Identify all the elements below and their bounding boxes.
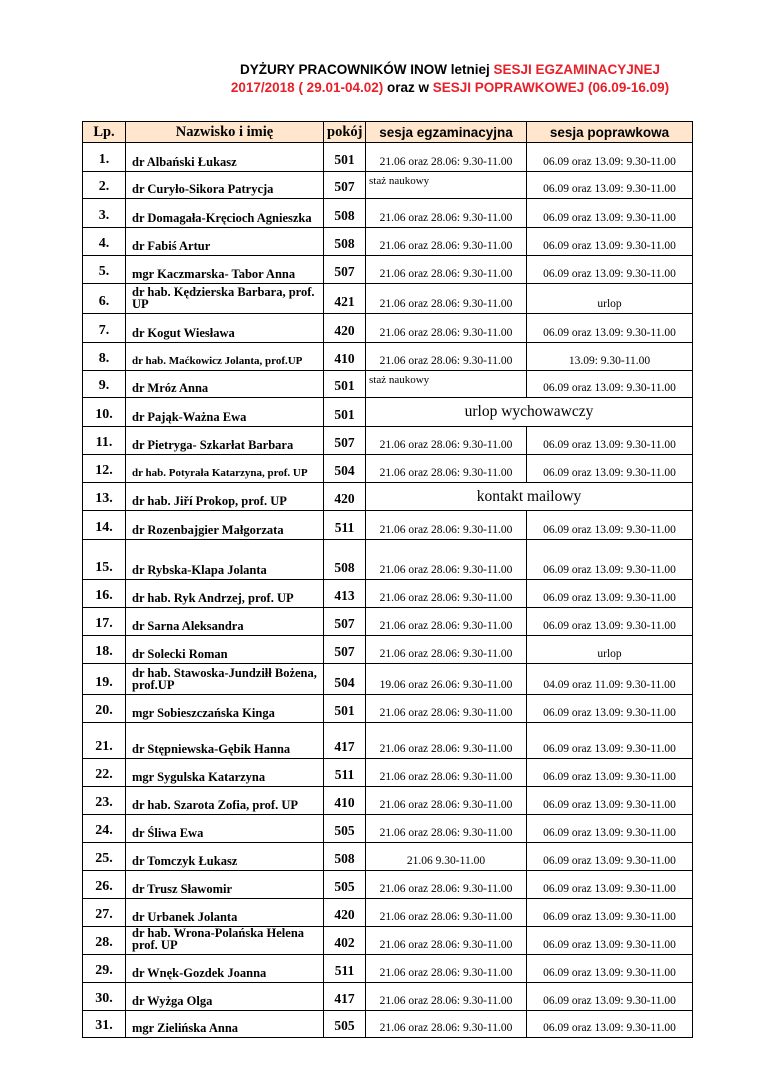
header-lp: Lp. (83, 122, 126, 143)
row-number: 24. (83, 815, 126, 843)
table-row (83, 787, 693, 815)
person-name: dr Rozenbajgier Małgorzata (126, 511, 324, 540)
table-row (83, 695, 693, 723)
resit-session-hours: 06.09 oraz 13.09: 9.30-11.00 (527, 143, 693, 172)
room-number: 507 (324, 172, 366, 199)
exam-session-hours: 21.06 oraz 28.06: 9.30-11.00 (366, 608, 527, 636)
table-row (83, 955, 693, 983)
resit-session-hours: 06.09 oraz 13.09: 9.30-11.00 (527, 427, 693, 455)
row-number: 23. (83, 787, 126, 815)
room-number: 505 (324, 815, 366, 843)
title-line-2-black: oraz w (383, 80, 433, 95)
title-line-1-black: DYŻURY PRACOWNIKÓW INOW letniej (239, 62, 494, 77)
exam-session-hours: 19.06 oraz 26.06: 9.30-11.00 (366, 664, 527, 695)
person-name: mgr Zielińska Anna (126, 1011, 324, 1038)
row-number: 5. (83, 256, 126, 284)
person-name: dr Albański Łukasz (126, 143, 324, 172)
row-number: 14. (83, 511, 126, 540)
person-name: dr Wyżga Olga (126, 983, 324, 1011)
table-row (83, 284, 693, 314)
row-number: 11. (83, 427, 126, 455)
row-number: 2. (83, 172, 126, 199)
header-exam-session: sesja egzaminacyjna (366, 122, 527, 143)
person-name: dr hab. Potyrała Katarzyna, prof. UP (126, 455, 324, 483)
person-name: dr Mróz Anna (126, 371, 324, 398)
resit-session-hours: 06.09 oraz 13.09: 9.30-11.00 (527, 455, 693, 483)
resit-session-hours: 06.09 oraz 13.09: 9.30-11.00 (527, 228, 693, 256)
room-number: 501 (324, 695, 366, 723)
exam-session-hours: 21.06 oraz 28.06: 9.30-11.00 (366, 695, 527, 723)
resit-session-hours: 06.09 oraz 13.09: 9.30-11.00 (527, 955, 693, 983)
resit-session-hours: 06.09 oraz 13.09: 9.30-11.00 (527, 371, 693, 398)
exam-session-hours: 21.06 oraz 28.06: 9.30-11.00 (366, 1011, 527, 1038)
room-number: 501 (324, 143, 366, 172)
table-row (83, 843, 693, 871)
room-number: 417 (324, 723, 366, 759)
row-number: 10. (83, 398, 126, 427)
row-number: 9. (83, 371, 126, 398)
resit-session-hours: 06.09 oraz 13.09: 9.30-11.00 (527, 899, 693, 927)
exam-session-hours: 21.06 oraz 28.06: 9.30-11.00 (366, 284, 527, 314)
title-line-2-red-a: 2017/2018 ( 29.01-04.02) (230, 80, 384, 95)
person-name: mgr Kaczmarska- Tabor Anna (126, 256, 324, 284)
room-number: 410 (324, 787, 366, 815)
row-number: 4. (83, 228, 126, 256)
exam-session-hours: 21.06 oraz 28.06: 9.30-11.00 (366, 787, 527, 815)
table-body (83, 143, 693, 1038)
room-number: 505 (324, 871, 366, 899)
row-number: 16. (83, 580, 126, 608)
row-number: 18. (83, 636, 126, 664)
exam-session-hours: staż naukowy (366, 371, 527, 398)
resit-session-hours: 06.09 oraz 13.09: 9.30-11.00 (527, 927, 693, 955)
resit-session-hours: 06.09 oraz 13.09: 9.30-11.00 (527, 871, 693, 899)
room-number: 511 (324, 955, 366, 983)
exam-session-hours: 21.06 oraz 28.06: 9.30-11.00 (366, 314, 527, 343)
room-number: 421 (324, 284, 366, 314)
room-number: 420 (324, 899, 366, 927)
row-number: 15. (83, 540, 126, 580)
table-row (83, 871, 693, 899)
exam-session-hours: 21.06 oraz 28.06: 9.30-11.00 (366, 143, 527, 172)
resit-session-hours: 06.09 oraz 13.09: 9.30-11.00 (527, 580, 693, 608)
resit-session-hours: 04.09 oraz 11.09: 9.30-11.00 (527, 664, 693, 695)
person-name: dr Rybska-Klapa Jolanta (126, 540, 324, 580)
resit-session-hours: 06.09 oraz 13.09: 9.30-11.00 (527, 314, 693, 343)
person-name: dr Śliwa Ewa (126, 815, 324, 843)
row-number: 31. (83, 1011, 126, 1038)
row-number: 12. (83, 455, 126, 483)
resit-session-hours: 06.09 oraz 13.09: 9.30-11.00 (527, 1011, 693, 1038)
room-number: 511 (324, 511, 366, 540)
person-name: dr Sarna Aleksandra (126, 608, 324, 636)
resit-session-hours: 06.09 oraz 13.09: 9.30-11.00 (527, 843, 693, 871)
person-name: dr Curyło-Sikora Patrycja (126, 172, 324, 199)
table-row (83, 815, 693, 843)
resit-session-hours: 06.09 oraz 13.09: 9.30-11.00 (527, 511, 693, 540)
exam-session-hours: 21.06 oraz 28.06: 9.30-11.00 (366, 927, 527, 955)
person-name: dr Urbanek Jolanta (126, 899, 324, 927)
room-number: 417 (324, 983, 366, 1011)
header-resit-session: sesja poprawkowa (527, 122, 693, 143)
row-number: 13. (83, 483, 126, 511)
resit-session-hours: 06.09 oraz 13.09: 9.30-11.00 (527, 759, 693, 787)
room-number: 507 (324, 608, 366, 636)
room-number: 504 (324, 455, 366, 483)
person-name: dr hab. Jiří Prokop, prof. UP (126, 483, 324, 511)
table-row (83, 398, 693, 427)
resit-session-hours: urlop (527, 284, 693, 314)
person-name: dr hab. Maćkowicz Jolanta, prof.UP (126, 343, 324, 371)
table-row (83, 636, 693, 664)
exam-session-hours: 21.06 oraz 28.06: 9.30-11.00 (366, 228, 527, 256)
row-number: 7. (83, 314, 126, 343)
row-number: 26. (83, 871, 126, 899)
exam-session-hours: 21.06 oraz 28.06: 9.30-11.00 (366, 815, 527, 843)
exam-session-hours: 21.06 oraz 28.06: 9.30-11.00 (366, 723, 527, 759)
resit-session-hours: 06.09 oraz 13.09: 9.30-11.00 (527, 787, 693, 815)
room-number: 504 (324, 664, 366, 695)
table-row (83, 256, 693, 284)
room-number: 413 (324, 580, 366, 608)
table-row (83, 759, 693, 787)
exam-session-hours: 21.06 oraz 28.06: 9.30-11.00 (366, 427, 527, 455)
table-row (83, 172, 693, 199)
table-row (83, 540, 693, 580)
row-number: 28. (83, 927, 126, 955)
duty-schedule-table (82, 121, 693, 1038)
table-row (83, 343, 693, 371)
exam-session-hours: 21.06 oraz 28.06: 9.30-11.00 (366, 955, 527, 983)
header-name: Nazwisko i imię (126, 122, 324, 143)
resit-session-hours: 13.09: 9.30-11.00 (527, 343, 693, 371)
exam-session-hours: 21.06 9.30-11.00 (366, 843, 527, 871)
person-name: dr Trusz Sławomir (126, 871, 324, 899)
duty-note: urlop wychowawczy (366, 398, 693, 427)
row-number: 1. (83, 143, 126, 172)
exam-session-hours: 21.06 oraz 28.06: 9.30-11.00 (366, 540, 527, 580)
row-number: 20. (83, 695, 126, 723)
document-title-line-2 (170, 78, 730, 97)
exam-session-hours: 21.06 oraz 28.06: 9.30-11.00 (366, 983, 527, 1011)
row-number: 19. (83, 664, 126, 695)
person-name: dr Solecki Roman (126, 636, 324, 664)
resit-session-hours: 06.09 oraz 13.09: 9.30-11.00 (527, 608, 693, 636)
row-number: 21. (83, 723, 126, 759)
exam-session-hours: 21.06 oraz 28.06: 9.30-11.00 (366, 199, 527, 228)
person-name: dr hab. Stawoska-Jundziłł Bożena, prof.UP (126, 664, 324, 695)
room-number: 420 (324, 314, 366, 343)
person-name: dr Tomczyk Łukasz (126, 843, 324, 871)
resit-session-hours: 06.09 oraz 13.09: 9.30-11.00 (527, 815, 693, 843)
person-name: dr Stępniewska-Gębik Hanna (126, 723, 324, 759)
resit-session-hours: 06.09 oraz 13.09: 9.30-11.00 (527, 983, 693, 1011)
resit-session-hours: 06.09 oraz 13.09: 9.30-11.00 (527, 723, 693, 759)
person-name: dr Fabiś Artur (126, 228, 324, 256)
exam-session-hours: 21.06 oraz 28.06: 9.30-11.00 (366, 580, 527, 608)
table-header-row (83, 122, 693, 143)
table-row (83, 1011, 693, 1038)
exam-session-hours: 21.06 oraz 28.06: 9.30-11.00 (366, 343, 527, 371)
exam-session-hours: 21.06 oraz 28.06: 9.30-11.00 (366, 511, 527, 540)
room-number: 508 (324, 228, 366, 256)
room-number: 402 (324, 927, 366, 955)
person-name: dr hab. Ryk Andrzej, prof. UP (126, 580, 324, 608)
table-row (83, 580, 693, 608)
person-name: dr Domagała-Kręcioch Agnieszka (126, 199, 324, 228)
resit-session-hours: urlop (527, 636, 693, 664)
room-number: 507 (324, 427, 366, 455)
room-number: 501 (324, 398, 366, 427)
room-number: 420 (324, 483, 366, 511)
person-name: mgr Sygulska Katarzyna (126, 759, 324, 787)
room-number: 511 (324, 759, 366, 787)
table-row (83, 143, 693, 172)
person-name: dr hab. Kędzierska Barbara, prof. UP (126, 284, 324, 314)
person-name: dr hab. Szarota Zofia, prof. UP (126, 787, 324, 815)
row-number: 29. (83, 955, 126, 983)
table-row (83, 983, 693, 1011)
table-row (83, 899, 693, 927)
table-row (83, 723, 693, 759)
room-number: 508 (324, 199, 366, 228)
table-row (83, 511, 693, 540)
person-name: dr hab. Wrona-Polańska Helena prof. UP (126, 927, 324, 955)
exam-session-hours: 21.06 oraz 28.06: 9.30-11.00 (366, 455, 527, 483)
table-row (83, 608, 693, 636)
duty-note: kontakt mailowy (366, 483, 693, 511)
table-row (83, 371, 693, 398)
table-row (83, 664, 693, 695)
room-number: 508 (324, 843, 366, 871)
row-number: 27. (83, 899, 126, 927)
document-title-line-1 (170, 60, 730, 79)
row-number: 6. (83, 284, 126, 314)
table-row (83, 927, 693, 955)
row-number: 3. (83, 199, 126, 228)
title-line-1-red: SESJI EGZAMINACYJNEJ (493, 62, 661, 77)
table-row (83, 483, 693, 511)
row-number: 30. (83, 983, 126, 1011)
table-row (83, 228, 693, 256)
table-row (83, 427, 693, 455)
exam-session-hours: 21.06 oraz 28.06: 9.30-11.00 (366, 899, 527, 927)
resit-session-hours: 06.09 oraz 13.09: 9.30-11.00 (527, 695, 693, 723)
table-row (83, 199, 693, 228)
exam-session-hours: 21.06 oraz 28.06: 9.30-11.00 (366, 636, 527, 664)
person-name: dr Pająk-Ważna Ewa (126, 398, 324, 427)
person-name: dr Pietryga- Szkarłat Barbara (126, 427, 324, 455)
row-number: 8. (83, 343, 126, 371)
row-number: 22. (83, 759, 126, 787)
row-number: 25. (83, 843, 126, 871)
title-line-2-red-b: SESJI POPRAWKOWEJ (06.09-16.09) (432, 80, 670, 95)
resit-session-hours: 06.09 oraz 13.09: 9.30-11.00 (527, 540, 693, 580)
exam-session-hours: 21.06 oraz 28.06: 9.30-11.00 (366, 871, 527, 899)
header-room: pokój (324, 122, 366, 143)
row-number: 17. (83, 608, 126, 636)
exam-session-hours: staż naukowy (366, 172, 527, 199)
person-name: dr Wnęk-Gozdek Joanna (126, 955, 324, 983)
resit-session-hours: 06.09 oraz 13.09: 9.30-11.00 (527, 256, 693, 284)
person-name: dr Kogut Wiesława (126, 314, 324, 343)
exam-session-hours: 21.06 oraz 28.06: 9.30-11.00 (366, 256, 527, 284)
resit-session-hours: 06.09 oraz 13.09: 9.30-11.00 (527, 172, 693, 199)
room-number: 507 (324, 636, 366, 664)
table-row (83, 314, 693, 343)
resit-session-hours: 06.09 oraz 13.09: 9.30-11.00 (527, 199, 693, 228)
table-row (83, 455, 693, 483)
person-name: mgr Sobieszczańska Kinga (126, 695, 324, 723)
room-number: 507 (324, 256, 366, 284)
exam-session-hours: 21.06 oraz 28.06: 9.30-11.00 (366, 759, 527, 787)
room-number: 501 (324, 371, 366, 398)
room-number: 410 (324, 343, 366, 371)
room-number: 505 (324, 1011, 366, 1038)
room-number: 508 (324, 540, 366, 580)
